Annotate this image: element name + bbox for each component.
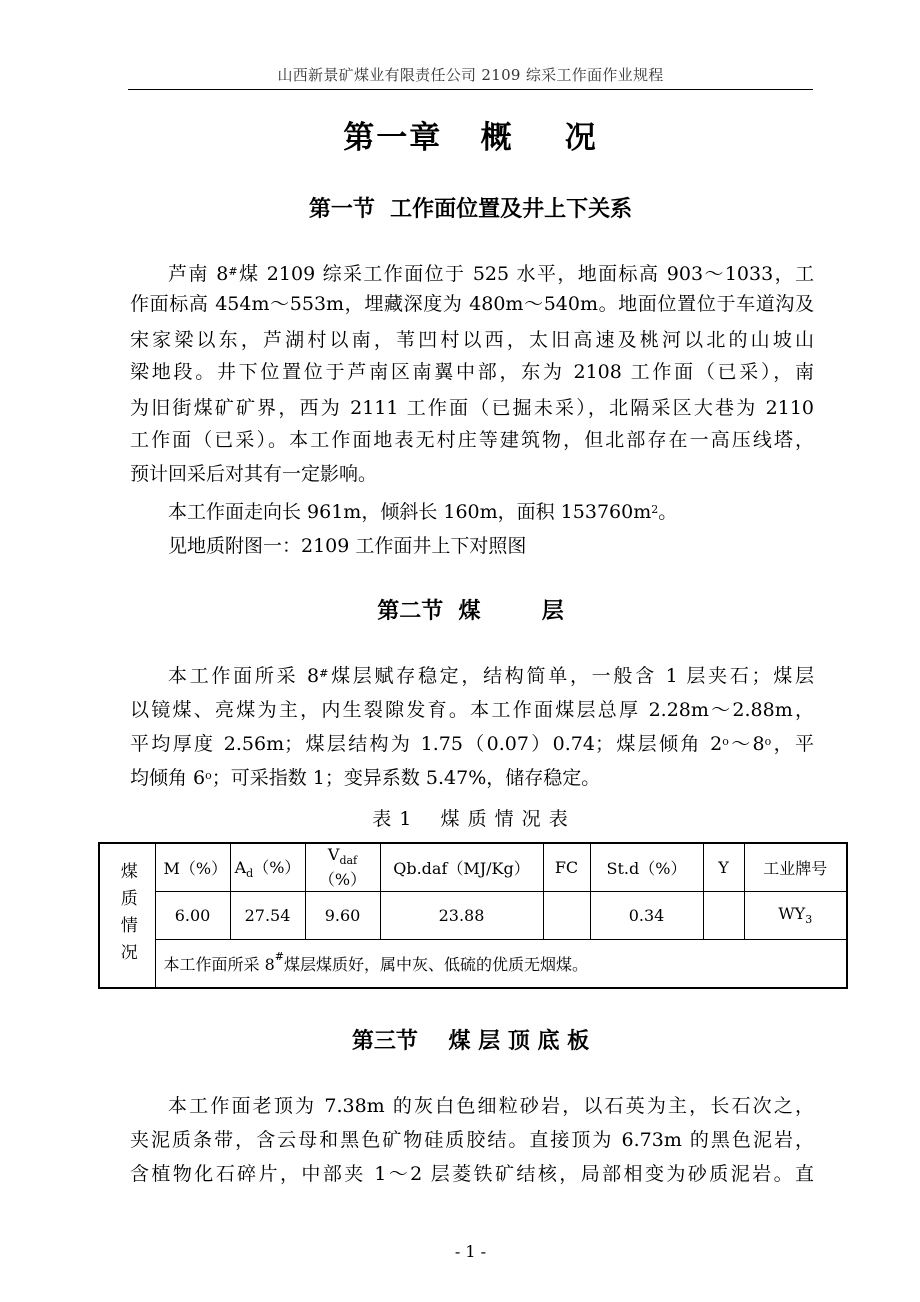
table-1-caption: 表 1 煤 质 情 况 表	[372, 808, 569, 830]
running-header: 山西新景矿煤业有限责任公司 2109 综采工作面作业规程	[277, 66, 664, 84]
page-number: - 1 -	[454, 1242, 487, 1261]
section-3-title: 第三节 煤 层 顶 底 板	[351, 1028, 590, 1054]
s2-line-3: 平均厚度 2.56m；煤层结构为 1.75（0.07）0.74；煤层倾角 2$^o$～8$^o$，平	[130, 733, 814, 755]
s1-line-2: 作面标高 454m～553m，埋藏深度为 480m～540m。地面位置位于车道沟及	[130, 293, 814, 315]
s2-line-2: 以镜煤、亮煤为主，内生裂隙发育。本工作面煤层总厚 2.28m～2.88m，	[130, 699, 814, 721]
table-note: 本工作面所采 8#煤层煤质好，属中灰、低硫的优质无烟煤。	[155, 940, 847, 989]
coal-quality-table	[98, 842, 848, 989]
section-1-title: 第一节 工作面位置及井上下关系	[308, 196, 633, 222]
s1-area-line: 本工作面走向长 961m，倾斜长 160m，面积 $153760m^2$。	[168, 501, 678, 523]
table-value-row	[99, 892, 847, 940]
s1-line-1: 芦南 8#煤 2109 综采工作面位于 525 水平，地面标高 903～1033，工	[168, 263, 815, 285]
chapter-title: 第一章 概 况	[343, 120, 598, 156]
s1-line-4: 梁地段。井下位置位于芦南区南翼中部，东为 2108 工作面（已采），南	[130, 361, 814, 383]
value-m: 6.00	[155, 892, 230, 940]
header-fc: FC	[543, 843, 590, 892]
header-y: Y	[703, 843, 744, 892]
s2-line-1: 本工作面所采 8#煤层赋存稳定，结构简单，一般含 1 层夹石；煤层	[168, 665, 814, 687]
value-brand: $WY_3$	[744, 892, 847, 940]
value-ad: 27.54	[230, 892, 305, 940]
header-vdaf: $V_{daf}(\%)$	[305, 843, 380, 892]
s2-line-4: 均倾角 6$^o$；可采指数 1；变异系数 5.47%，储存稳定。	[130, 767, 601, 789]
s1-line-6: 工作面（已采）。本工作面地表无村庄等建筑物，但北部存在一高压线塔，	[130, 429, 814, 451]
s3-line-1: 本工作面老顶为 7.38m 的灰白色细粒砂岩，以石英为主，长石次之，	[168, 1095, 814, 1117]
s1-line-7: 预计回采后对其有一定影响。	[130, 463, 378, 485]
s3-line-3: 含植物化石碎片，中部夹 1～2 层菱铁矿结核，局部相变为砂质泥岩。直	[130, 1163, 814, 1185]
header-rule	[128, 89, 813, 90]
table-header-row	[99, 843, 847, 892]
s1-appendix-line: 见地质附图一：2109 工作面井上下对照图	[168, 535, 527, 557]
value-qb: 23.88	[380, 892, 543, 940]
s1-line-5: 为旧街煤矿矿界，西为 2111 工作面（已掘未采），北隔采区大巷为 2110	[130, 397, 814, 419]
value-y	[703, 892, 744, 940]
section-2-title: 第二节 煤 层	[377, 598, 564, 624]
value-vdaf: 9.60	[305, 892, 380, 940]
table-note-row	[99, 940, 847, 989]
header-std: St.d（%）	[590, 843, 703, 892]
s3-line-2: 夹泥质条带，含云母和黑色矿物硅质胶结。直接顶为 6.73m 的黑色泥岩，	[130, 1129, 814, 1151]
header-qb: Qb.daf（MJ/Kg）	[380, 843, 543, 892]
s1-line-3: 宋家梁以东，芦湖村以南，苇凹村以西，太旧高速及桃河以北的山坡山	[130, 329, 814, 351]
header-m: M（%）	[155, 843, 230, 892]
value-fc	[543, 892, 590, 940]
value-std: 0.34	[590, 892, 703, 940]
table-side-label: 煤质情况	[99, 843, 155, 988]
header-brand: 工业牌号	[744, 843, 847, 892]
header-ad: $A_d(\%)$	[230, 843, 305, 892]
